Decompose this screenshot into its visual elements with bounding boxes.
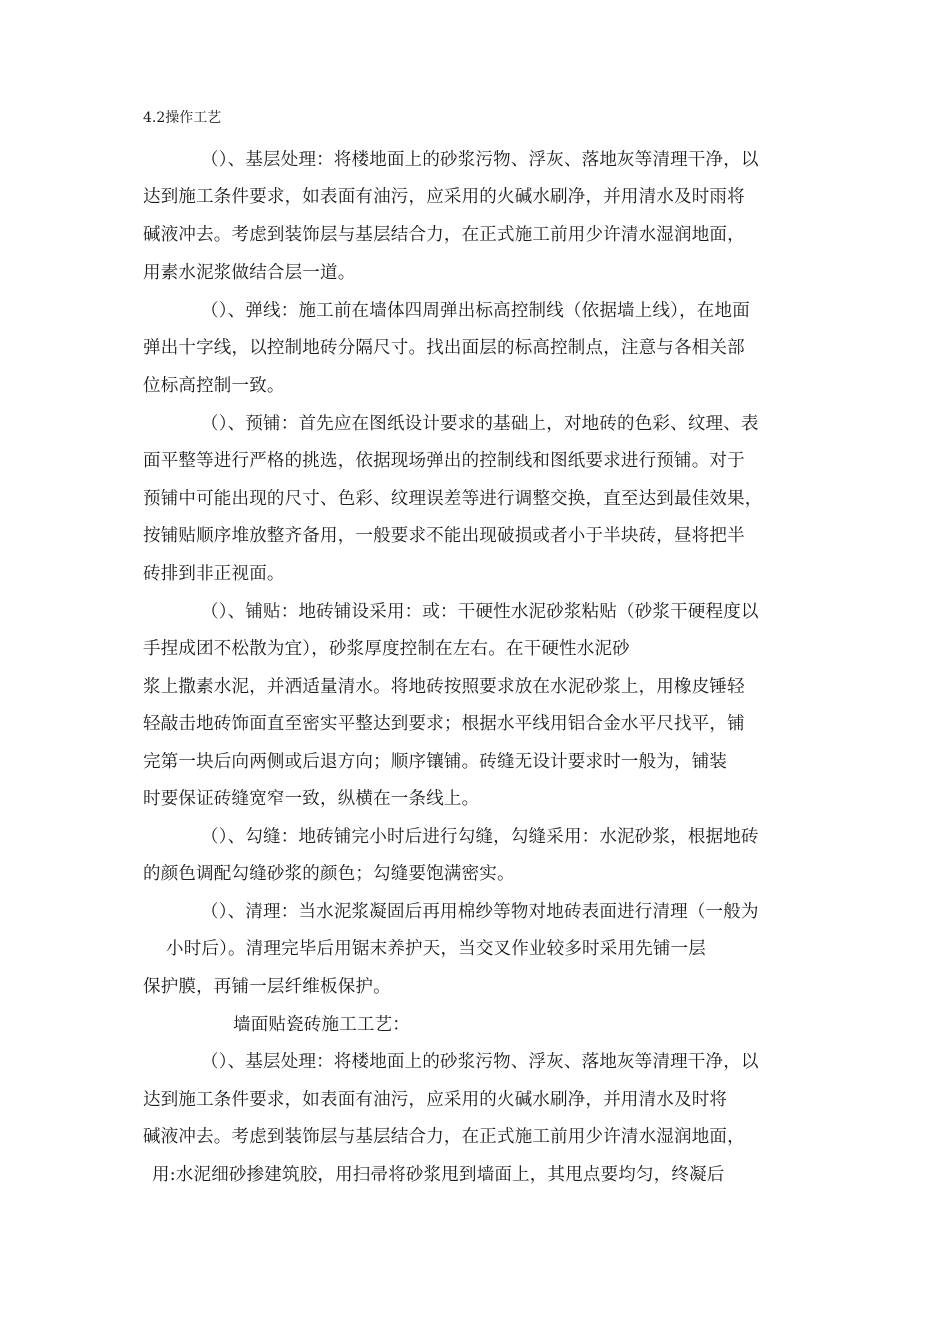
paragraph-line: 碱液冲去。考虑到装饰层与基层结合力，在正式施工前用少许清水湿润地面， [143, 225, 745, 245]
paragraph-line: 碱液冲去。考虑到装饰层与基层结合力，在正式施工前用少许清水湿润地面， [143, 1127, 745, 1147]
paragraph-line: 达到施工条件要求，如表面有油污，应采用的火碱水刷净，并用清水及时雨将 [143, 187, 745, 207]
paragraph-line: 轻敲击地砖饰面直至密实平整达到要求；根据水平线用铝合金水平尺找平，铺 [143, 714, 745, 734]
paragraph-line: 保护膜，再铺一层纤维板保护。 [143, 977, 391, 997]
paragraph-line: 的颜色调配勾缝砂浆的颜色；勾缝要饱满密实。 [143, 864, 515, 884]
paragraph-line: （）、基层处理：将楼地面上的砂浆污物、浮灰、落地灰等清理干净，以 [201, 1052, 759, 1072]
paragraph-line: 时要保证砖缝宽窄一致，纵横在一条线上。 [143, 789, 480, 809]
paragraph-line: 弹出十字线，以控制地砖分隔尺寸。找出面层的标高控制点，注意与各相关部 [143, 338, 745, 358]
paragraph-line: 按铺贴顺序堆放整齐备用，一般要求不能出现破损或者小于半块砖，昼将把半 [143, 526, 745, 546]
paragraph-line: 完第一块后向两侧或后退方向；顺序镶铺。砖缝无设计要求时一般为，铺装 [143, 752, 728, 772]
paragraph-line: （）、铺贴：地砖铺设采用：或：干硬性水泥砂浆粘贴（砂浆干硬程度以 [201, 602, 759, 622]
subsection-heading: 墙面贴瓷砖施工工艺： [233, 1015, 410, 1035]
paragraph-line: 用:水泥细砂掺建筑胶，用扫帚将砂浆甩到墙面上，其甩点要均匀，终凝后 [152, 1165, 725, 1185]
paragraph-line: 面平整等进行严格的挑选，依据现场弹出的控制线和图纸要求进行预铺。对于 [143, 451, 745, 471]
paragraph-line: 手捏成团不松散为宜），砂浆厚度控制在左右。在干硬性水泥砂 [143, 639, 630, 659]
paragraph-line: 达到施工条件要求，如表面有油污，应采用的火碱水刷净，并用清水及时将 [143, 1090, 728, 1110]
paragraph-line: 小时后）。清理完毕后用锯末养护天，当交叉作业较多时采用先铺一层 [166, 939, 706, 959]
paragraph-line: 浆上撒素水泥，并洒适量清水。将地砖按照要求放在水泥砂浆上，用橡皮锤轻 [143, 677, 745, 697]
paragraph-line: 用素水泥浆做结合层一道。 [143, 263, 356, 283]
paragraph-line: （）、勾缝：地砖铺完小时后进行勾缝，勾缝采用：水泥砂浆，根据地砖 [201, 827, 759, 847]
paragraph-line: 预铺中可能出现的尺寸、色彩、纹理误差等进行调整交换，直至达到最佳效果， [143, 489, 763, 509]
section-heading: 4.2操作工艺 [143, 110, 222, 126]
paragraph-line: （）、基层处理：将楼地面上的砂浆污物、浮灰、落地灰等清理干净，以 [201, 150, 759, 170]
paragraph-line: 砖排到非正视面。 [143, 564, 285, 584]
paragraph-line: 位标高控制一致。 [143, 376, 285, 396]
paragraph-line: （）、清理：当水泥浆凝固后再用棉纱等物对地砖表面进行清理（一般为 [201, 902, 759, 922]
paragraph-line: （）、预铺：首先应在图纸设计要求的基础上，对地砖的色彩、纹理、表 [201, 414, 759, 434]
paragraph-line: （）、弹线：施工前在墙体四周弹出标高控制线（依据墙上线），在地面 [201, 301, 750, 321]
